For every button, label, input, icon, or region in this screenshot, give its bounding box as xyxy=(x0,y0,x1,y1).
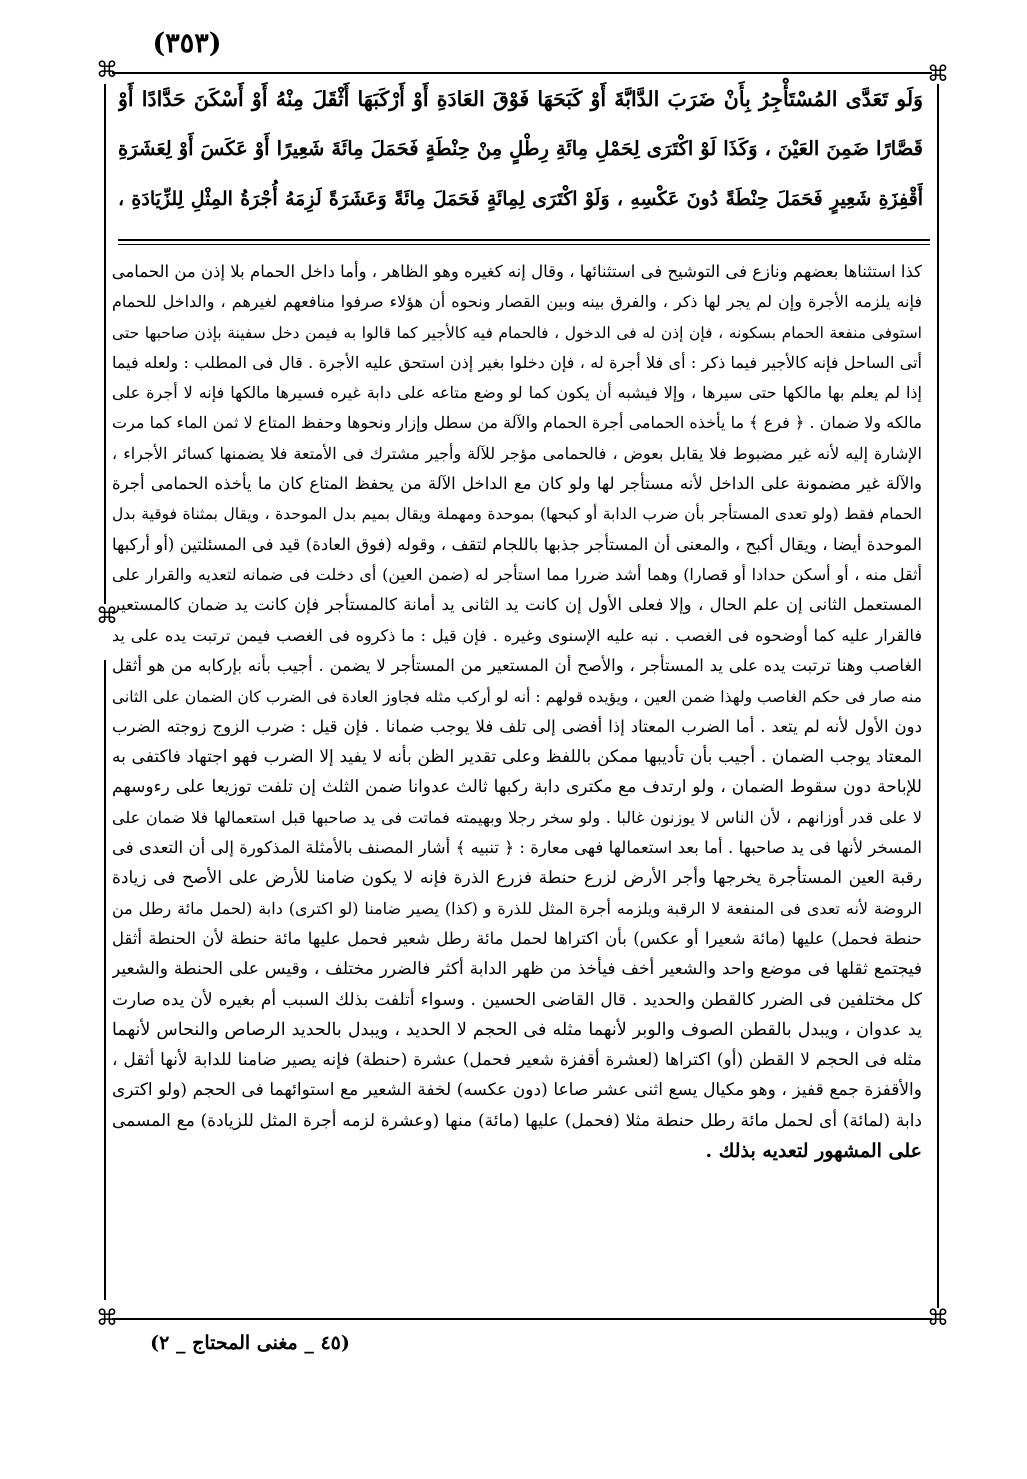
corner-ornament-left-middle-icon: ⌘ xyxy=(96,604,118,629)
corner-ornament-bottom-left-icon: ⌘ xyxy=(96,1306,118,1331)
matn-line: قَصَّارًا ضَمِنَ العَيْنَ ، وَكَذَا لَوْ اكْتَرَى لِحَمْلِ مِائَةِ رِطْلٍ مِنْ حِنْطَةٍ فَحَمَلَ مِائَةَ شَعِيرًا أَوْ عَكَسَ أَوْ لِعَشَرَةِ xyxy=(118,137,923,160)
commentary-line: أثقل منه ، أو أسكن حدادا أو قصارا) وهما أشد ضررا مما استأجر له (ضمن العين) أى دخلت فى ضمانه لتعديه والقرار على xyxy=(112,564,922,584)
corner-ornament-bottom-right-icon: ⌘ xyxy=(927,1306,949,1331)
matn-text-block xyxy=(118,74,923,239)
commentary-block-lower xyxy=(112,621,922,1321)
commentary-line: لا على قدر أوزانهم ، لأن الناس لا يوزنون غالبا . ولو سخر رجلا وبهيمته فماتت فى يد صاحبها قبل استعمالها فلا ضمان على xyxy=(112,807,922,827)
commentary-line: والأقفزة جمع قفيز ، وهو مكيال يسع اثنى عشر صاعا (دون عكسه) لخفة الشعير مع استوائهما فى الحجم (ولو اكترى xyxy=(112,1080,922,1101)
corner-ornament-top-right-icon: ⌘ xyxy=(927,62,949,87)
commentary-line: المسخر لأنها فى يد صاحبها . أما بعد استعمالها فهى معارة : ﴿ تنبيه ﴾ أشار المصنف بالأمثلة المذكورة إلى أن التعدى فى xyxy=(112,838,922,858)
commentary-line: للإباحة دون سقوط الضمان ، ولو ارتدف مع مكترى دابة ركبها ثالث عدوانا ضمن الثلث إن تلفت توزيعا على رءوسهم xyxy=(112,777,922,798)
commentary-line: دابة (لمائة) أى لحمل مائة رطل حنطة مثلا (فحمل) عليها (مائة) منها (وعشرة لزمه أجرة المثل للزيادة) مع المسمى xyxy=(112,1110,922,1131)
commentary-line: الإشارة إليه لأنه غير مضبوط فلا يقابل بعوض ، فالحمامى مؤجر للآلة وأجير مشترك فى الأمتعة فلا يضمنها كسائر الأجراء ، xyxy=(112,443,922,463)
frame-left-rule xyxy=(104,84,106,604)
commentary-line: يد عدوان ، ويبدل بالقطن الصوف والوبر لأنهما مثله فى الحجم لا الحديد ، ويبدل بالحديد الرصاص والنحاس لأنهما xyxy=(112,1019,922,1040)
commentary-line: دون الأول لأنه لم يتعد . أما الضرب المعتاد إذا أفضى إلى تلف فلا يوجب ضمانا . فإن قيل : ضرب الزوج زوجته الضرب xyxy=(112,716,922,736)
commentary-line: إذا لم يعلم بها مالكها حتى سيرها ، وإلا فيشبه أن يكون كما لو وضع متاعه على دابة غيره فسيرها مالكها فإنه لا أجرة على xyxy=(112,383,922,403)
commentary-line: رقبة العين المستأجرة يخرجها وأجر الأرض لزرع حنطة فزرع الذرة فإنه لا يكون ضامنا للأرض على الأصح فى زيادة xyxy=(112,868,922,889)
commentary-line: الحمام فقط (ولو تعدى المستأجر بأن ضرب الدابة أو كبحها) بموحدة ومهملة ويقال بميم بدل الموحدة ، ويقال بمثناة فوقية بدل xyxy=(112,505,922,524)
commentary-block-upper xyxy=(112,257,922,619)
commentary-line: المعتاد يوجب الضمان . أجيب بأن تأديبها ممكن باللفظ وعلى تقدير الظن بأنه لا يفيد إلا الضرب فهو اجتهاد فاكتفى به xyxy=(112,747,922,768)
commentary-last-line: على المشهور لتعديه بذلك . xyxy=(705,1140,922,1163)
commentary-line: والآلة غير مضمونة على الداخل لأنه مستأجر لها ولو كان مع الداخل الآلة من يحفظ المتاع كان ما يأخذه الحمامى أجرة xyxy=(112,474,922,494)
footer-signature: (٤٥ _ مغنى المحتاج _ ٢) xyxy=(150,1332,350,1354)
commentary-line: فإنه يلزمه الأجرة وإن لم يجر لها ذكر ، والفرق بينه وبين القصار ونحوه أن هؤلاء صرفوا منافعهم لغيرهم ، والداخل للحمام xyxy=(112,292,922,312)
frame-left-rule-lower xyxy=(104,660,106,1300)
commentary-line: فالقرار عليه كما أوضحوه فى الغصب . نبه عليه الإسنوى وغيره . فإن قيل : ما ذكروه فى الغصب فيمن ترتبت يده على يد xyxy=(112,626,922,645)
commentary-line: مثله فى الحجم لا القطن (أو) اكتراها (لعشرة أقفزة شعير فحمل) عشرة (حنطة) فإنه يصير ضامنا للدابة لأنها أثقل ، xyxy=(112,1050,922,1071)
frame-right-rule-main xyxy=(937,84,939,1308)
commentary-line: الموحدة أيضا ، ويقال أكبح ، والمعنى أن المستأجر جذبها باللجام لتقف ، وقوله (فوق العادة) قيد فى المسئلتين (أو أركبها xyxy=(112,534,922,554)
commentary-line: فيجتمع ثقلها فى موضع واحد والشعير أخف فيأخذ من ظهر الدابة أكثر فالضرر مختلف ، وقيس على الحنطة والشعير xyxy=(112,959,922,980)
commentary-line: أتى الساحل فإنه كالأجير فيما ذكر : أى فلا أجرة له ، فإن دخلوا بغير إذن استحق عليه الأجرة . قال فى المطلب : ولعله فيما xyxy=(112,352,922,372)
commentary-line: كل مختلفين فى الضرر كالقطن والحديد . قال القاضى الحسين . وسواء أتلفت بذلك السبب أم بغيره لأن يده صارت xyxy=(112,989,922,1010)
commentary-line: حنطة فحمل) عليها (مائة شعيرا أو عكس) بأن اكتراها لحمل مائة رطل شعير فحمل عليها مائة حنطة لأن الحنطة أثقل xyxy=(112,928,922,948)
commentary-line: كذا استثناها بعضهم ونازع فى التوشيح فى استثنائها ، وقال إنه كغيره وهو الظاهر ، وأما داخل الحمام بلا إذن من الحمامى xyxy=(112,262,922,281)
commentary-line: منه صار فى حكم الغاصب ولهذا ضمن العين ، ويؤيده قولهم : أنه لو أركب مثله فجاوز العادة فى الضرب كان الضمان على الثانى xyxy=(112,687,922,706)
matn-line: أَقْفِزَةِ شَعِيرٍ فَحَمَلَ حِنْطَةً دُونَ عَكْسِهِ ، وَلَوْ اكْتَرَى لِمِائَةٍ فَحَمَلَ مِائَةً وَعَشَرَةً لَزِمَهُ أُجْرَةُ المِثْلِ لِلزِّيَادَةِ ، xyxy=(118,188,923,210)
page-number: (٣٥٣) xyxy=(152,28,222,59)
commentary-line: المستعمل الثانى إن علم الحال ، وإلا فعلى الأول إن كانت يد الثانى يد أمانة كالمستأجر فإن كانت يد ضمان كالمستعير xyxy=(112,595,922,615)
matn-line: وَلَو تَعَدَّى المُسْتَأْجِرُ بِأَنْ ضَرَبَ الدَّابَّةَ أَوْ كَبَحَهَا فَوْقَ العَادَةِ أَوْ أَرْكَبَهَا أَثْقَلَ مِنْهُ أَوْ أَسْكَنَ حَدَّادًا أَوْ xyxy=(118,87,923,111)
commentary-line: مالكه ولا ضمان . ﴿ فرع ﴾ ما يأخذه الحمامى أجرة الحمام والآلة من سطل وإزار ونحوها وحفظ المتاع لا ثمن الماء كما مرت xyxy=(112,413,922,433)
matn-divider-2 xyxy=(118,244,930,245)
matn-divider-1 xyxy=(118,239,930,241)
commentary-line: الروضة لأنه تعدى فى المنفعة لا الرقبة ويلزمه أجرة المثل للذرة و (كذا) يصير ضامنا (لو اكترى) دابة (لحمل مائة رطل من xyxy=(112,898,922,918)
commentary-line: الغاصب وهنا ترتبت يده على يد المستأجر ، والأصح أن المستعير من المستأجر لا يضمن . أجيب بأنه بإركابه من هو أثقل xyxy=(112,656,922,676)
corner-ornament-top-left-icon: ⌘ xyxy=(96,58,118,83)
commentary-line: استوفى منفعة الحمام بسكونه ، فإن إذن له فى الدخول ، فالحمام فيه كالأجير كما قالوا به فيمن دخل سفينة بإذن صاحبها حتى xyxy=(112,323,922,342)
